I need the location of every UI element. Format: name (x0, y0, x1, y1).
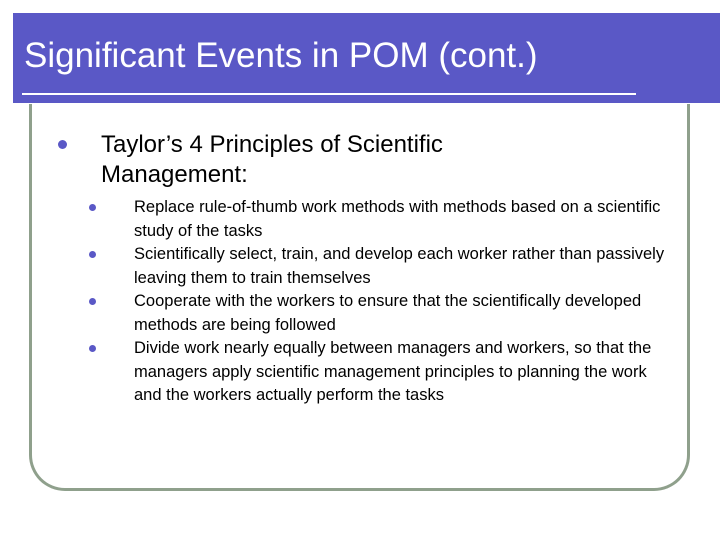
bullet-dot-icon (58, 140, 67, 149)
list-item-text: Replace rule-of-thumb work methods with methods based on a scientific study of the tasks (134, 198, 661, 240)
list-item (86, 290, 686, 337)
bullet-dot-icon (89, 298, 96, 305)
bullet-dot-icon (89, 345, 96, 352)
slide-title: Significant Events in POM (cont.) (24, 36, 538, 75)
principles-heading: Taylor’s 4 Principles of Scientific Management: (101, 131, 443, 188)
list-item (86, 337, 686, 408)
title-underline (22, 93, 636, 95)
list-item-text: Cooperate with the workers to ensure that the scientifically developed methods are being followed (134, 292, 642, 334)
list-item-text: Divide work nearly equally between managers and workers, so that the managers apply scientific management principles to planning the work and the workers actually perform the tasks (134, 339, 652, 404)
bullet-dot-icon (89, 251, 96, 258)
list-item (86, 243, 686, 290)
list-item-text: Scientifically select, train, and develop each worker rather than passively leaving them to train themselves (134, 245, 665, 287)
list-item (86, 196, 686, 243)
principles-list (86, 196, 686, 408)
bullet-dot-icon (89, 204, 96, 211)
